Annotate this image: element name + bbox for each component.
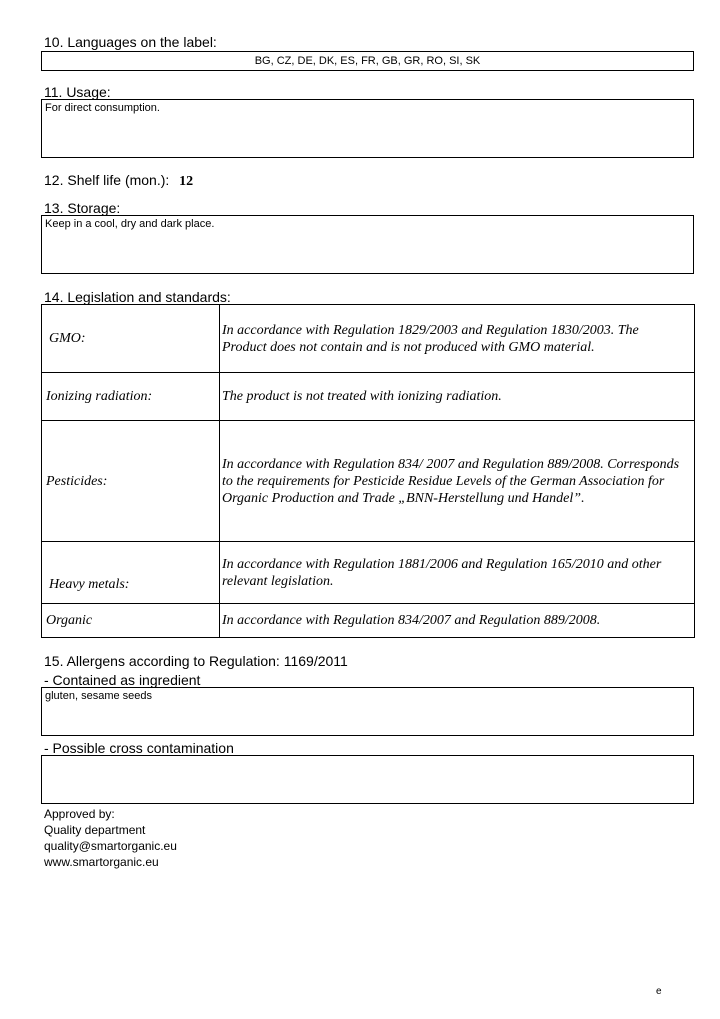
approval-block (44, 806, 177, 870)
allergens-heading: 15. Allergens according to Regulation: 1169/2011 (44, 653, 348, 669)
languages-heading: 10. Languages on the label: (44, 34, 217, 50)
languages-value: BG, CZ, DE, DK, ES, FR, GB, GR, RO, SI, SK (254, 55, 481, 67)
legislation-label: Ionizing radiation: (42, 373, 220, 421)
contact-email: quality@smartorganic.eu (44, 839, 177, 853)
legislation-row-organic (42, 604, 695, 638)
usage-value: For direct consumption. (45, 102, 160, 114)
legislation-table (41, 304, 695, 638)
website: www.smartorganic.eu (44, 855, 159, 869)
legislation-label: Pesticides: (42, 421, 220, 542)
legislation-value: In accordance with Regulation 1881/2006 and Regulation 165/2010 and other relevant legislation. (220, 542, 695, 604)
legislation-value: In accordance with Regulation 834/ 2007 and Regulation 889/2008. Corresponds to the requirements for Pesticide Residue Levels of the German Association for Organic Production and Trade „BNN-Herstellung und Handel”. (220, 421, 695, 542)
usage-box (41, 99, 694, 158)
allergens-cross-box (41, 755, 694, 804)
legislation-heading: 14. Legislation and standards: (44, 289, 231, 305)
legislation-value: In accordance with Regulation 1829/2003 and Regulation 1830/2003. The Product does not contain and is not produced with GMO material. (220, 305, 695, 373)
legislation-row-heavy-metals (42, 542, 695, 604)
legislation-value: In accordance with Regulation 834/2007 and Regulation 889/2008. (220, 604, 695, 638)
allergens-contained-value: gluten, sesame seeds (45, 690, 153, 702)
page-mark: e (656, 986, 662, 997)
approved-by-label: Approved by: (44, 807, 115, 821)
allergens-contained-box (41, 687, 694, 736)
legislation-label: GMO: (42, 305, 220, 373)
legislation-row-pesticides (42, 421, 695, 542)
shelf-life-row (44, 172, 193, 190)
legislation-label: Heavy metals: (42, 542, 220, 604)
legislation-row-ionizing (42, 373, 695, 421)
storage-value: Keep in a cool, dry and dark place. (45, 218, 215, 230)
storage-box (41, 215, 694, 274)
languages-box (41, 51, 694, 71)
shelf-life-value: 12 (179, 174, 194, 189)
allergens-contained-heading: - Contained as ingredient (44, 672, 201, 688)
shelf-life-heading: 12. Shelf life (mon.): (44, 172, 170, 188)
legislation-value: The product is not treated with ionizing radiation. (220, 373, 695, 421)
usage-heading: 11. Usage: (44, 84, 111, 100)
quality-department: Quality department (44, 823, 146, 837)
legislation-label: Organic (42, 604, 220, 638)
legislation-row-gmo (42, 305, 695, 373)
storage-heading: 13. Storage: (44, 200, 121, 216)
allergens-cross-heading: - Possible cross contamination (44, 740, 234, 756)
